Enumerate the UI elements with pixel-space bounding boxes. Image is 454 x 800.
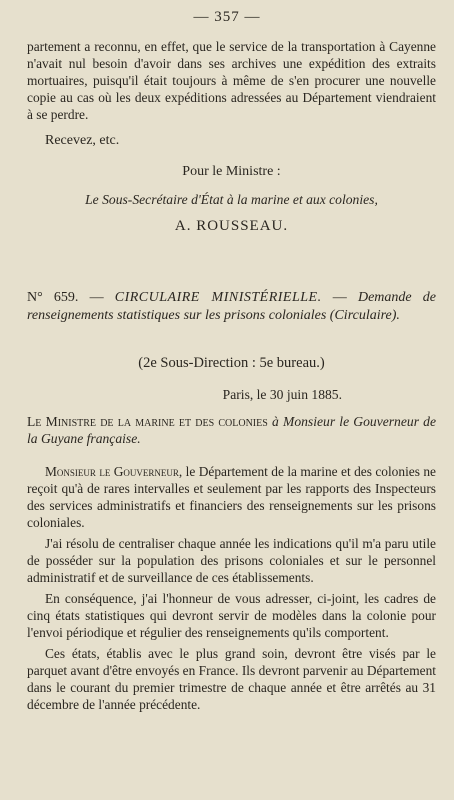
salutation: Monsieur le Gouverneur, <box>45 464 183 479</box>
direction-text: (2e Sous-Direction : 5e bureau.) <box>138 355 325 371</box>
circular-subject: Demande de renseignements statistiques sur les prisons coloniales (Circulaire). <box>27 290 436 323</box>
top-paragraph-block <box>27 38 436 123</box>
address-recipient: Monsieur le Gouverneur de la Guyane française. <box>27 414 436 446</box>
body-paragraph-3: En conséquence, j'ai l'honneur de vous adresser, ci-joint, les cadres de cinq états statistiques qui devront servir de modèles dans la colonie pour l'envoi périodique et régulier des renseignements qu'ils comportent. <box>27 591 436 640</box>
place-date-block <box>27 386 342 403</box>
circular-heading: CIRCULAIRE MINISTÉRIELLE. <box>114 290 322 305</box>
signature-name: A. ROUSSEAU. <box>174 218 289 234</box>
direction-block <box>27 355 436 372</box>
body-paragraph-2: J'ai résolu de centraliser chaque année les indications qu'il m'a paru utile de posséder sur la population des prisons coloniales et sur le personnel administratif et de surveillance de ces établissements. <box>27 536 436 585</box>
body-paragraph-4: Ces états, établis avec le plus grand soin, devront être visés par le parquet avant d'être envoyés en France. Ils devront parvenir au Département dans le courant du premier trimestre de chaque année et être arrêtés au 31 décembre de l'année précédente. <box>27 646 436 712</box>
page-number: — 357 — <box>193 9 261 25</box>
signature-title: Le Sous-Secrétaire d'État à la marine et aux colonies, <box>85 192 378 207</box>
body-paragraph-1: Monsieur le Gouverneur, le Département de la marine et des colonies ne reçoit qu'à de rares intervalles et seulement par les rapports des Inspecteurs des services administratifs et financiers des renseignements sur les prisons coloniales. <box>27 464 436 530</box>
address-sender: Le Ministre de la marine et des colonies <box>27 414 268 429</box>
closing-block <box>27 132 436 149</box>
body-block <box>27 463 436 713</box>
signature-pour: Pour le Ministre : <box>182 164 281 179</box>
circular-heading-block: N° 659. — CIRCULAIRE MINISTÉRIELLE. — Demande de renseignements statistiques sur les prisons coloniales (Circulaire). <box>27 290 436 323</box>
closing-text: Recevez, etc. <box>45 133 120 148</box>
circular-number: N° 659. <box>27 290 79 305</box>
address-block: Le Ministre de la marine et des colonies à Monsieur le Gouverneur de la Guyane française. <box>27 414 436 446</box>
place-date: Paris, le 30 juin 1885. <box>222 387 342 402</box>
top-paragraph: partement a reconnu, en effet, que le service de la transportation à Cayenne n'avait nul besoin d'avoir dans ses archives une expédition des extraits mortuaires, puisqu'il était toujours à même de s'en procurer une nouvelle copie au cas où les deux expéditions adressées au Département viendraient à se perdre. <box>27 39 436 122</box>
